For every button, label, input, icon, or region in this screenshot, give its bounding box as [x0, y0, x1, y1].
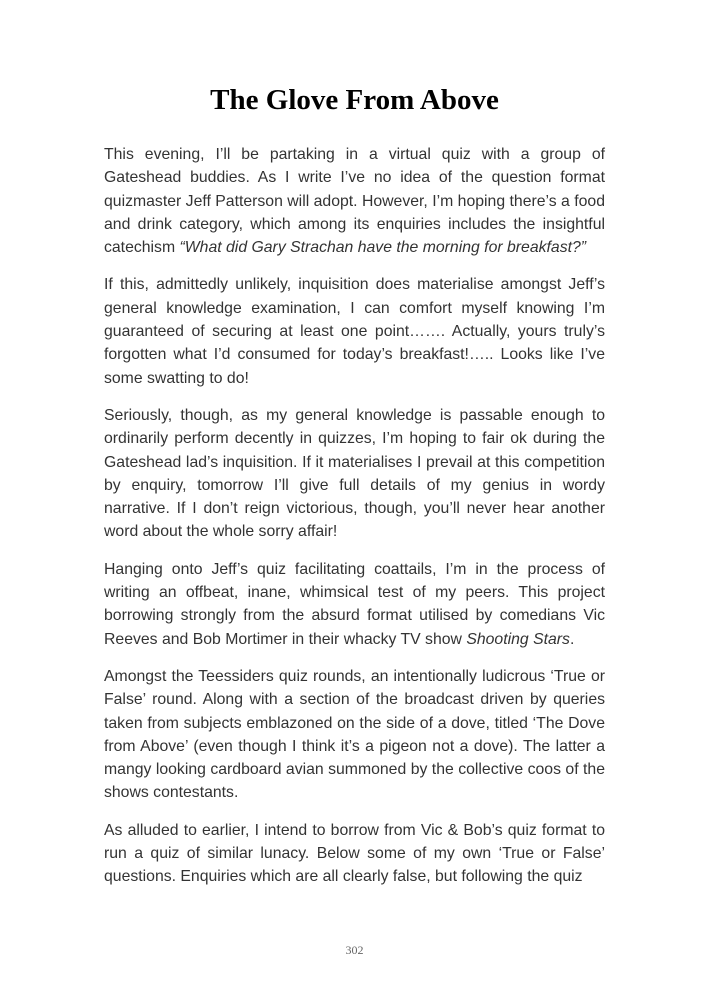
- page-title: The Glove From Above: [210, 84, 499, 116]
- paragraph-6: [104, 819, 605, 889]
- paragraph-italic-title: Shooting Stars: [466, 630, 570, 648]
- paragraph-text: Amongst the Teessiders quiz rounds, an intentionally ludicrous ‘True or False’ round. Along with a section of the broadcast driven by queries taken from subjects emblazoned on the side of a dove, titled ‘The Dove from Above’ (even though I think it’s a pigeon not a dove). The latter a mangy looking cardboard avian summoned by the collective coos of the shows contestants.: [104, 667, 605, 802]
- paragraph-text: Hanging onto Jeff’s quiz facilitating coattails, I’m in the process of writing an offbeat, inane, whimsical test of my peers. This project borrowing strongly from the absurd format utilised by comedians Vic Reeves and Bob Mortimer in their whacky TV show: [104, 560, 605, 648]
- body-text: [104, 143, 605, 903]
- paragraph-text: If this, admittedly unlikely, inquisition does materialise amongst Jeff’s general knowledge examination, I can comfort myself knowing I’m guaranteed of securing at least one point……. Actually, yours truly’s forgotten what I’d consumed for today’s breakfast!….. Looks like I’ve some swatting to do!: [104, 276, 605, 387]
- paragraph-text: This evening, I’ll be partaking in a virtual quiz with a group of Gateshead buddies. As I write I’ve no idea of the question format quizmaster Jeff Patterson will adopt. However, I’m hoping there’s a food and drink category, which among its enquiries includes the insightful catechism: [104, 146, 605, 257]
- paragraph-1: [104, 143, 605, 259]
- paragraph-text-end: .: [569, 630, 575, 648]
- paragraph-5: [104, 665, 605, 805]
- page-number: 302: [345, 943, 364, 957]
- paragraph-3: [104, 404, 605, 544]
- paragraph-text: Seriously, though, as my general knowledge is passable enough to ordinarily perform decently in quizzes, I’m hoping to fair ok during the Gateshead lad’s inquisition. If it materialises I prevail at this competition by enquiry, tomorrow I’ll give full details of my genius in wordy narrative. If I don’t reign victorious, though, you’ll never hear another word about the whole sorry affair!: [104, 406, 605, 541]
- paragraph-4: [104, 558, 605, 651]
- paragraph-2: [104, 273, 605, 389]
- paragraph-text: As alluded to earlier, I intend to borrow from Vic & Bob’s quiz format to run a quiz of similar lunacy. Below some of my own ‘True or False’ questions. Enquiries which are all clearly false, but following the quiz: [104, 821, 605, 886]
- paragraph-italic-quote: “What did Gary Strachan have the morning for breakfast?”: [179, 239, 587, 257]
